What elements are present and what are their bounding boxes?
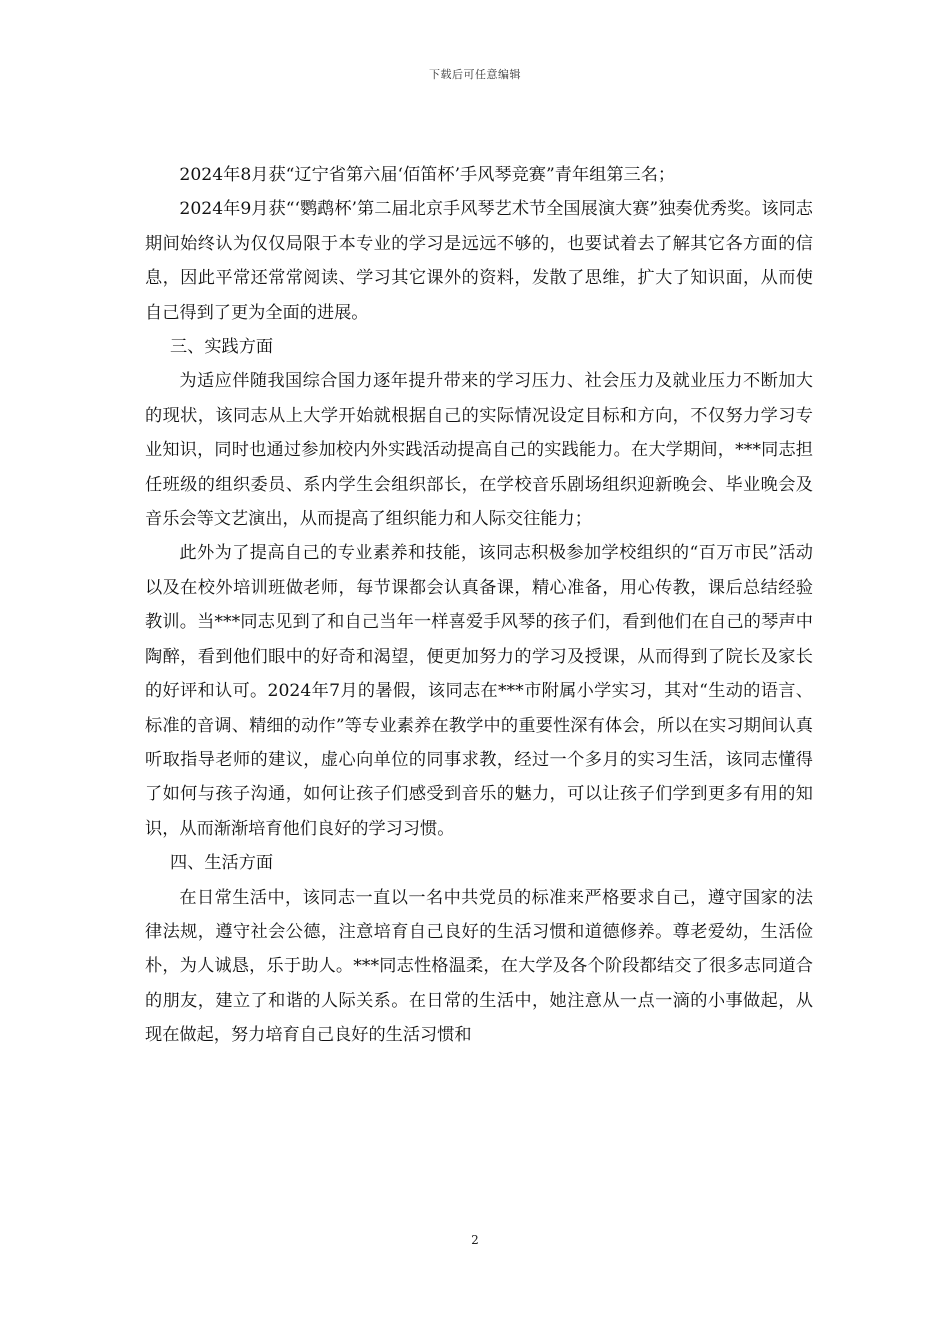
section-heading-life: 四、生活方面 (169, 853, 274, 874)
paragraph-practice-1: 为适应伴随我国综合国力逐年提升带来的学习压力、社会压力及就业压力不断加大的现状，该同志从上大学开始就根据自己的实际情况设定目标和方向，不仅努力学习专业知识，同时也通过参加校内外实践活动提高自己的实践能力。在大学期间，***同志担任班级的组织委员、系内学生会组织部长，在学校音乐剧场组织迎新晚会、毕业晚会及音乐会等文艺演出，从而提高了组织能力和人际交往能力； (145, 371, 813, 530)
paragraph-award-august: 2024年8月获“辽宁省第六届‘佰笛杯’手风琴竞赛”青年组第三名； (179, 165, 676, 185)
section-heading-practice: 三、实践方面 (169, 337, 274, 358)
document-body (145, 158, 813, 1053)
paragraph-life-1: 在日常生活中，该同志一直以一名中共党员的标准来严格要求自己，遵守国家的法律法规，遵守社会公德，注意培育自己良好的生活习惯和道德修养。尊老爱幼，生活俭朴，为人诚恳，乐于助人。***同志性格温柔，在大学及各个阶段都结交了很多志同道合的朋友，建立了和谐的人际关系。在日常的生活中，她注意从一点一滴的小事做起，从现在做起，努力培育自己良好的生活习惯和 (145, 887, 813, 1046)
page-header: 下载后可任意编辑 (429, 68, 521, 81)
paragraph-practice-2: 此外为了提高自己的专业素养和技能，该同志积极参加学校组织的“百万市民”活动以及在校外培训班做老师，每节课都会认真备课，精心准备，用心传教，课后总结经验教训。当***同志见到了和自己当年一样喜爱手风琴的孩子们，看到他们在自己的琴声中陶醉，看到他们眼中的好奇和渴望，便更加努力的学习及授课，从而得到了院长及家长的好评和认可。2024年7月的暑假，该同志在***市附属小学实习，其对“生动的语言、标准的音调、精细的动作”等专业素养在教学中的重要性深有体会，所以在实习期间认真听取指导老师的建议，虚心向单位的同事求教，经过一个多月的实习生活，该同志懂得了如何与孩子沟通，如何让孩子们感受到音乐的魅力，可以让孩子们学到更多有用的知识，从而渐渐培育他们良好的学习习惯。 (145, 543, 813, 839)
paragraph-award-september: 2024年9月获“‘鹦鹉杯’第二届北京手风琴艺术节全国展演大赛”独奏优秀奖。该同志期间始终认为仅仅局限于本专业的学习是远远不够的，也要试着去了解其它各方面的信息，因此平常还常常阅读、学习其它课外的资料，发散了思维，扩大了知识面，从而使自己得到了更为全面的进展。 (145, 199, 813, 323)
page-number: 2 (471, 1233, 479, 1247)
